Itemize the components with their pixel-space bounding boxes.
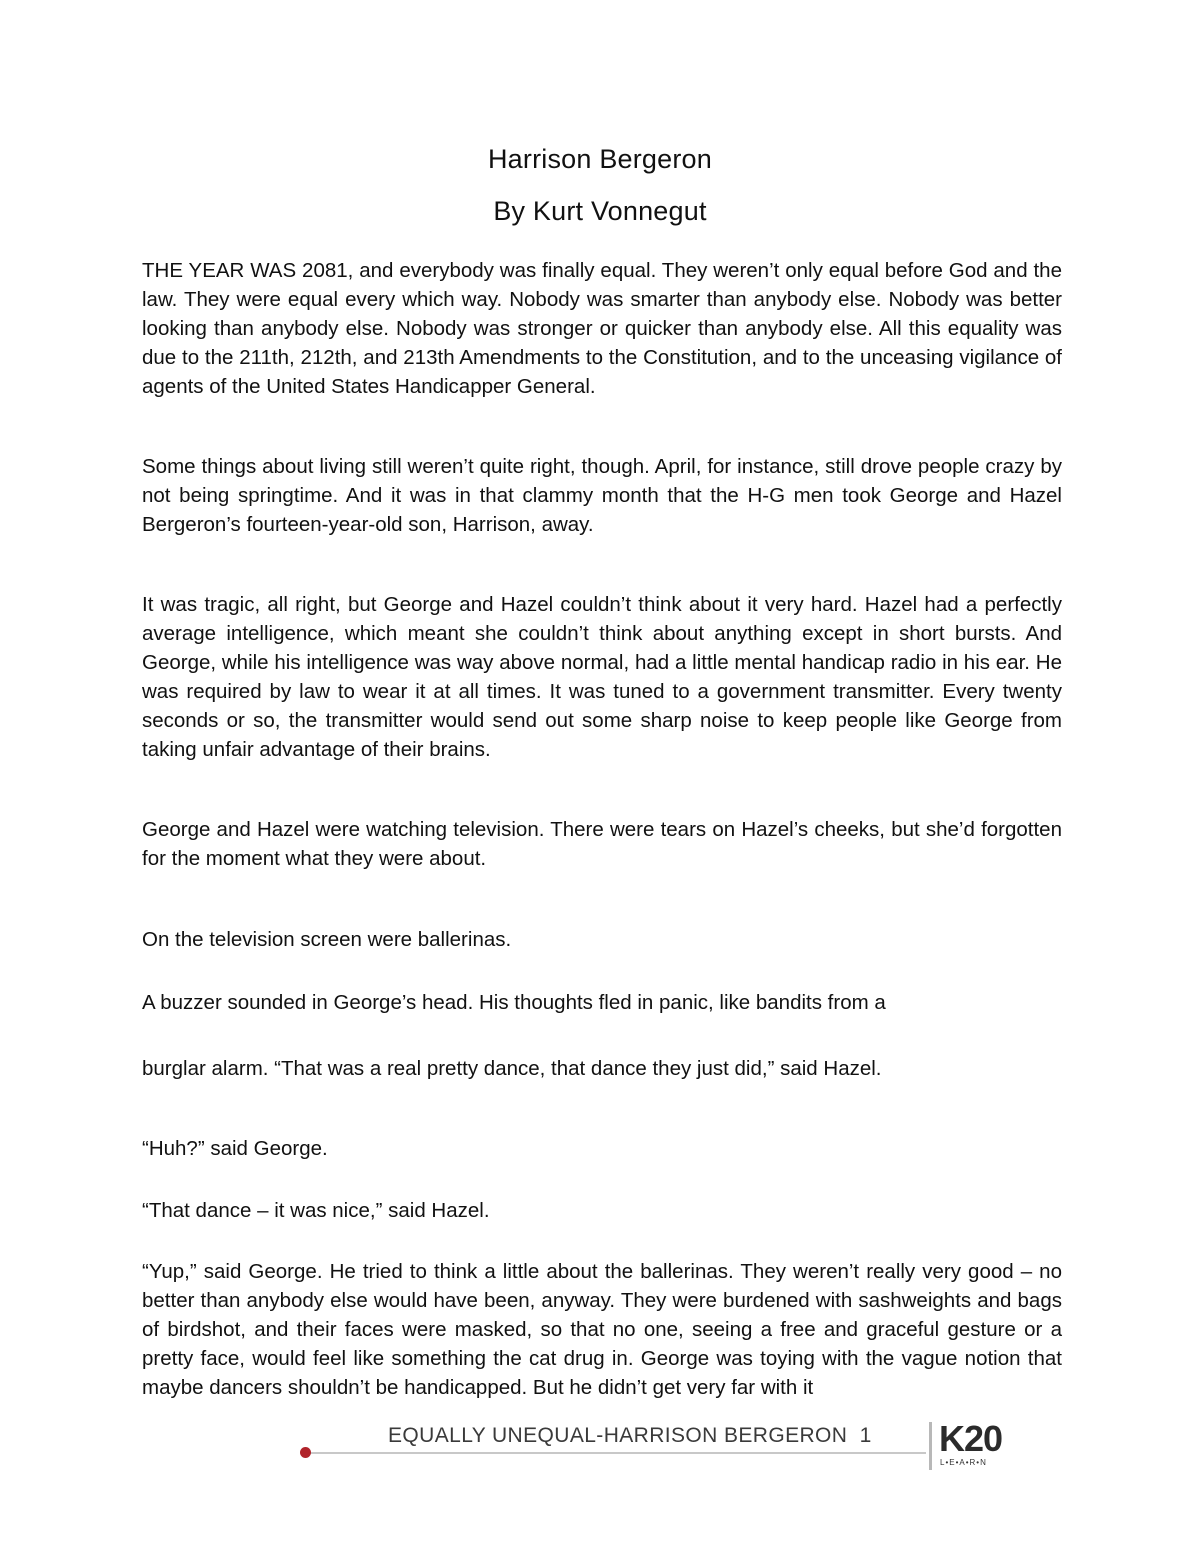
paragraph-4: George and Hazel were watching television. There were tears on Hazel’s cheeks, but she’d forgotten for the moment what they were about. bbox=[142, 818, 1062, 870]
logo-sub-text: L•E•A•R•N bbox=[940, 1458, 987, 1467]
paragraph-6: A buzzer sounded in George’s head. His thoughts fled in panic, like bandits from a bbox=[142, 991, 886, 1014]
paragraph-8: “Huh?” said George. bbox=[142, 1137, 328, 1160]
k20-logo bbox=[939, 1420, 1019, 1472]
document-title: Harrison Bergeron bbox=[487, 144, 712, 174]
logo-main-text: K20 bbox=[939, 1418, 1003, 1459]
paragraph-2: Some things about living still weren’t quite right, though. April, for instance, still drove people crazy by not being springtime. And it was in that clammy month that the H-G men took George and Hazel Bergeron’s fourteen-year-old son, Harrison, away. bbox=[142, 455, 1062, 536]
footer-divider bbox=[929, 1422, 932, 1470]
paragraph-9: “That dance – it was nice,” said Hazel. bbox=[142, 1199, 490, 1222]
running-title-text: EQUALLY UNEQUAL-HARRISON BERGERON bbox=[388, 1424, 848, 1447]
paragraph-1: THE YEAR WAS 2081, and everybody was finally equal. They weren’t only equal before God and the law. They were equal every which way. Nobody was smarter than anybody else. Nobody was better looking than anybody else. Nobody was stronger or quicker than anybody else. All this equality was due to the 211th, 212th, and 213th Amendments to the Constitution, and to the unceasing vigilance of agents of the United States Handicapper General. bbox=[142, 259, 1062, 398]
document-byline: By Kurt Vonnegut bbox=[493, 196, 707, 226]
paragraph-5: On the television screen were ballerinas. bbox=[142, 928, 512, 951]
paragraph-3: It was tragic, all right, but George and Hazel couldn’t think about it very hard. Hazel had a perfectly average intelligence, which meant she couldn’t think about anything except in short bursts. And George, while his intelligence was way above normal, had a little mental handicap radio in his ear. He was required by law to wear it at all times. It was tuned to a government transmitter. Every twenty seconds or so, the transmitter would send out some sharp noise to keep people like George from taking unfair advantage of their brains. bbox=[142, 593, 1062, 761]
footer-rule bbox=[306, 1452, 926, 1454]
footer-running-title bbox=[388, 1424, 872, 1448]
page-number: 1 bbox=[859, 1424, 872, 1447]
footer-accent-dot bbox=[300, 1447, 311, 1458]
paragraph-7: burglar alarm. “That was a real pretty dance, that dance they just did,” said Hazel. bbox=[142, 1057, 882, 1080]
paragraph-10: “Yup,” said George. He tried to think a little about the ballerinas. They weren’t really very good – no better than anybody else would have been, anyway. They were burdened with sashweights and bags of birdshot, and their faces were masked, so that no one, seeing a free and graceful gesture or a pretty face, would feel like something the cat drug in. George was toying with the vague notion that maybe dancers shouldn’t be handicapped. But he didn’t get very far with it bbox=[142, 1260, 1062, 1399]
